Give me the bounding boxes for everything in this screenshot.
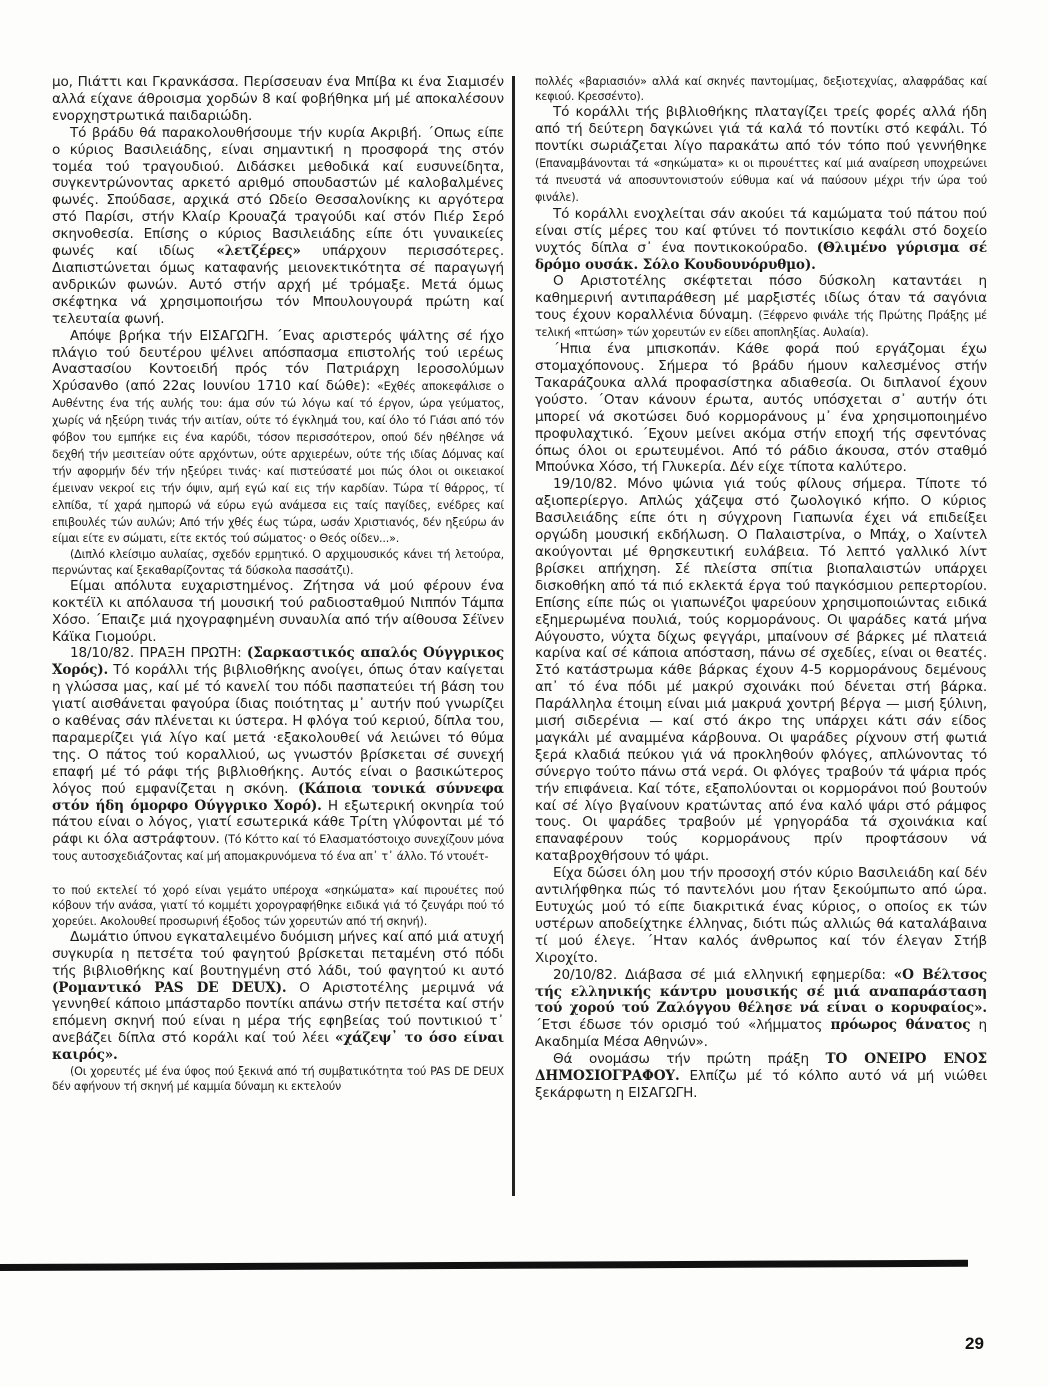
spacer [52, 865, 504, 883]
text: (Οι χορευτές μέ ένα ύφος πού ξεκινά από τή συμβατικότητα τού PAS DE DEUX δέν αφήνουν τή σκηνή μέ καμμία δύναμη κι εκτελούν [52, 1065, 504, 1094]
paragraph [535, 865, 987, 966]
stage-direction [535, 74, 987, 104]
quoted-letter: «Εχθές αποκεφάλισε ο Αυθέντης ένα τής αυλής του: άμα σύν τώ λόγω καί τό έργον, ώρα γεύματος, χωρίς νά ηξεύρη τινάς τήν αιτίαν, ούτε τό έγκλημά του, καί όλο τό Γιάσι από τόν φόβον του εμπήκε εις ένα καρύδι, τόσον περισσότερον, οπού δέν ηθέλησε νά δεχθή τήν μεσιτείαν ούτε αρχόντων, ούτε αρχιερέων, ούτε τής ιδίας Δόμνας καί τήν αφορμήν δέν τήν ηξεύρει τινάς· καί πιστεύσατέ μοι πώς όλοι οι οικειακοί έμειναν νεκροί εις τήν όψιν, αμή εγώ καί εις τήν καρδίαν. Τώρα τί θάρρος, τί ελπίδα, τί χαρά ημπορώ νά εύρω εγώ ανάμεσα εις ταίς παγίδες, ενέδρες καί επιβουλές τών αυλών; Από τήν χθές έως τώρα, ωσάν Χριστιανός, δέν ηξεύρω άν είμαι είτε εν σώματι, είτε εκτός τού σώματος· ο Θεός οίδεν...». [52, 380, 504, 546]
text: Απόψε βρήκα τήν ΕΙΣΑΓΩΓΗ. ΄Ενας αριστερός ψάλτης σέ ήχο πλάγιο τού δευτέρου ψέλνει απόσπασμα επιστολής τού ιερέως Αναστασίου Κοντοειδή πρός τόν Πατριάρχη Ιεροσολύμων Χρύσανθο (από 22ας Ιουνίου 1710 καί δώθε): [52, 327, 504, 395]
text: Τό βράδυ θά παρακολουθήσουμε τήν κυρία Ακριβή. ΄Οπως είπε ο κύριος Βασιλειάδης, είναι σημαντική η προσφορά της στόν τομέα τού τραγουδιού. Διδάσκει μεθοδικά καί ευσυνείδητα, συγκεντρώνοντας αρκετό αριθμό σπουδαστών μέ καλοβαλμένες φωνές. Σπούδασε, αρχικά στό Ωδείο Θεσσαλονίκης κι αργότερα στό Παρίσι, στήν Κλαίρ Κρουαζά τραγούδι καί στόν Πιέρ Σερό σκηνοθεσία. Επίσης ο κύριος Βασιλειάδης είπε ότι γυναικείες φωνές καί ιδίως [52, 124, 504, 260]
paragraph [52, 328, 504, 548]
stage-direction: (Επαναμβάνονται τά «σηκώματα» κι οι πιρουέττες καί μιά αναίρεση υποχρεώνει τά πνευστά νά αποσυντονιστούν εύθυμα καί νά παύσουν μέχρι τήν ώρα τού φινάλε). [535, 157, 987, 204]
column-divider [512, 76, 515, 1196]
left-column [52, 74, 504, 1094]
stage-direction: (Ξέφρενο φινάλε τής Πρώτης Πράξης μέ τελική «πτώση» τών χορευτών εν είδει αποπληξίας. Αυλαία). [535, 309, 987, 340]
right-column [535, 74, 987, 1102]
text: ΄Ηπια ένα μπισκοπάν. Κάθε φορά πού εργάζομαι έχω στομαχόπονους. Σήμερα τό βράδυ ήμουν καλεσμένος στήν Τακαράζουκα αλλά προφασίστηκα αδιαθεσία. Οι διπλανοί έχουν γούστο. ΄Οταν κάνουν έρωτα, αυτός υπόσχεται σ᾽ αυτήν ότι μπορεί νά σκοτώσει δυό κορμοράνους μ᾽ ένα χρησιμοποιημένο προφυλαχτικό. ΄Εχουν μείνει ακόμα στήν εποχή τής σφεντόνας όπως όλοι οι ερωτευμένοι. Από τό ράδιο άκουσα, στόν σταθμό Μπούνκα Χόσο, τή Γλυκερία. Δέν είχε τίποτα καλύτερο. [535, 341, 987, 476]
date-heading: 20/10/82. Διάβασα σέ μιά ελληνική εφημερίδα: [553, 966, 894, 983]
paragraph [535, 341, 987, 476]
bold-text: (Θλιμένο γύρισμα σέ δρόμο ουσάκ. Σόλο Κουδουνόρυθμο). [535, 239, 987, 273]
paragraph [535, 476, 987, 865]
text: Θά ονομάσω τήν πρώτη πράξη [553, 1051, 826, 1068]
paragraph [52, 645, 504, 865]
bold-text: πρόωρος θάνατος [830, 1017, 971, 1034]
bold-text: «Ο Βέλτσος τής ελληνικής κάντρυ μουσικής σέ μιά αναπαράσταση τού χορού τού Ζαλόγγου θέλησε νά είναι ο κορυφαίος». [535, 966, 987, 1017]
paragraph [52, 74, 504, 125]
text: 19/10/82. Μόνο ψώνια γιά τούς φίλους σήμερα. Τίποτε τό αξιοπερίεργο. Απλώς χάζεψα στό ζωολογικό κήπο. Ο κύριος Βασιλειάδης είπε ότι η σύγχρονη Γιαπωνία έχει νά επιδείξει οργώδη μουσική εκδήλωση. Ο Παλαιστρίνα, ο Μπάχ, ο Χαίντελ ακούγονται μέ θρησκευτική ευλάβεια. Τό λεπτό γαλλικό λίντ βρίσκει απήχηση. Σέ πλείστα σπίτια βιοπαλαιστών υπάρχει δισκοθήκη από τά πιό εκλεκτά έργα τού παγκόσμιου ρεπερτορίου. Επίσης είπε πώς οι γιαπωνέζοι ψαρεύουν χρησιμοποιώντας ειδικά εξημερωμένα πουλιά, τούς κορμοράνους. Οι ψαράδες κατά μήνα Αύγουστο, νύχτα δίχως φεγγάρι, μπαίνουν σέ βάρκες μέ πλατειά καρίνα καί σέ κάποια απόσταση, πάνω σέ σχεδίες, είναι οι θεατές. Στό κατάστρωμα κάθε βάρκας έχουν 4-5 κορμοράνους δεμένους απ᾽ τό ένα πόδι μέ μακρύ σχοινάκι πού δένεται στή βάρκα. Παράλληλα έτοιμη είναι μιά μακρυά χοντρή βέργα — μισή ξύλινη, μισή σιδερένια — καί στό άκρο της υπάρχει κάτι σάν είδος μαγκάλι μέ αναμμένα κάρβουνα. Οι ψαράδες ρίχνουν στή φωτιά ξερά κλαδιά πεύκου γιά νά προκληθούν φλόγες, απλώνοντας τό σύνεργο τούτο πάνω στά νερά. Οι φλόγες τραβούν τά ψάρια πρός τήν επιφάνεια. Καί τότε, εξαπολύονται οι κορμοράνοι πού βουτούν καί σέ λίγο βγαίνουν κρατώντας από ένα καλό ψάρι στό ράμφος τους. Οι ψαράδες τραβούν μέ γρηγοράδα τά σχοινάκια καί επαναφέρουν τούς κορμοράνους πρίν προφτάσουν νά καταβροχθήσουν τό ψάρι. [535, 476, 987, 865]
text: η Ακαδημία Μέσα Αθηνών». [535, 1017, 987, 1051]
bold-text: (Κάποια τονικά σύννεφα στόν ήδη όμορφο Ούγγρικο Χορό). [52, 780, 504, 814]
bold-text: ΤΟ ΟΝΕΙΡΟ ΕΝΟΣ ΔΗΜΟΣΙΟΓΡΑΦΟΥ. [535, 1051, 987, 1085]
paragraph [535, 273, 987, 341]
paragraph [535, 1051, 987, 1102]
page-number: 29 [965, 1334, 984, 1353]
text: Δωμάτιο ύπνου εγκαταλειμένο δυόμιση μήνες καί από μιά ατυχή συγκυρία η πετσέτα τού φαγητού βρίσκεται πεταμένη στό πόδι τής βιβλιοθήκης καί βουτηγμένη στό λάδι, τού φαγητού κι αυτό [52, 928, 504, 979]
paragraph [52, 578, 504, 646]
paragraph [535, 104, 987, 205]
text: Η εξωτερική οκνηρία τού πάτου είναι ο λόγος, γιατί εσωτερικά κάθε Τρίτη γλύφονται μέ τό ράφι κι όλα αστράφτουν. [52, 797, 504, 848]
text: Ελπίζω μέ τό κόλπο αυτό νά μή νιώθει ξεκάρφωτη η ΕΙΣΑΓΩΓΗ. [535, 1068, 987, 1101]
text: Τό κοράλλι τής βιβλιοθήκης πλαταγίζει τρείς φορές αλλά ήδη από τή δεύτερη δαγκώνει γιά τά καλά τό ποντίκι στό κεφάλι. Τό ποντίκι σωριάζεται λίγο παρακάτω από τόν τόπο πού γεννήθηκε [535, 104, 987, 155]
paragraph [52, 929, 504, 1064]
stage-direction [52, 547, 504, 577]
date-heading: 18/10/82. ΠΡΑΞΗ ΠΡΩΤΗ: [70, 645, 247, 662]
bold-text: «λετζέρες» [216, 243, 301, 260]
text: (Διπλό κλείσιμο αυλαίας, σχεδόν ερμητικό. Ο αρχιμουσικός κάνει τή λετούρα, περνώντας καί ξεκαθαρίζοντας τά δύσκολα πασσάτζι). [52, 548, 504, 577]
bold-text: «χάζεψ᾽ το όσο είναι καιρός». [52, 1030, 505, 1064]
text: Είμαι απόλυτα ευχαριστημένος. Ζήτησα νά μού φέρουν ένα κοκτέϊλ κι απόλαυσα τή μουσική τού ραδιοσταθμού Νιππόν Τάμπα Χόσο. ΄Επαιζε μιά ηχογραφημένη συναυλία από τήν αίθουσα Σέϊνεν Κάϊκα Γιομούρι. [52, 577, 504, 645]
stage-direction [52, 883, 504, 929]
bold-text: (Σαρκαστικός απαλός Ούγγρικος Χορός). [52, 645, 504, 679]
paragraph [535, 967, 987, 1052]
text: Ο Αριστοτέλης σκέφτεται πόσο δύσκολη καταντάει η καθημερινή αντιπαράθεση μέ μαρξιστές ιδίως όταν τά σαγόνια τους έχουν κοραλλένια δύναμη. [535, 273, 987, 324]
stage-direction: (Τό Κόττο καί τό Ελασματόστοιχο συνεχίζουν μόνα τους αυτοσχεδιάζοντας καί μή απομακρυνόμενα τό ένα απ᾽ τ᾽ άλλο. Τό ντουέτ- [52, 833, 504, 864]
text: μο, Πιάττι και Γκρανκάσσα. Περίσσευαν ένα Μπίβα κι ένα Σιαμισέν αλλά είχανε άθροισμα χορδών 8 καί φοβήθηκα μή μέ αποκαλέσουν ενορχηστρωτικά παιδαριώδη. [52, 74, 504, 124]
text: Τό κοράλλι τής βιβλιοθήκης ανοίγει, όπως όταν καίγεται η γλώσσα μας, καί μέ τό κανελί του πόδι πασπατεύει τή βάση του γιατί αισθάνεται φαγούρα ίδιας ποιότητας μ᾽ αυτήν πού γνωρίζει ο καθένας σάν πλένεται κι ύστερα. Η φλόγα τού κεριού, δίπλα του, παραμερίζει γιά λίγο καί μετά ·εξακολουθεί νά λειώνει τό θύμα της. Ο πάτος τού κοραλλιού, ως γνωστόν βρίσκεται σέ συνεχή επαφή μέ τό ράφι τής βιβλιοθήκης. Αυτός είναι ο βασικώτερος λόγος πού εμφανίζεται η σκόνη. [52, 662, 504, 797]
text: υπάρχουν περισσότερες. Διαπιστώνεται όμως καταφανής μειονεκτικότητα σέ παραγωγή ανδρικών φωνών. Αυτό στήν αρχή μέ τρόμαξε. Μετά όμως σκέφτηκα νά χρησιμοποιήσω τόν Μπουλουγουρά πρώτη καί τελευταία φωνή. [52, 243, 504, 327]
text: Ο Αριστοτέλης μεριμνά νά γεννηθεί κάποιο μπάσταρδο ποντίκι απάνω στήν πετσέτα καί στήν επόμενη σκηνή πού είναι η μέρα τής εφηβείας τού ποντικιού τ᾽ ανεβάζει δίπλα στό κοράλι καί τού λέει [52, 979, 504, 1047]
text: το πού εκτελεί τό χορό είναι γεμάτο υπέροχα «σηκώματα» καί πιρουέτες πού κόβουν τήν ανάσα, γιατί τό κομμέτι χορογραφήθηκε ειδικά γιά τό ζευγάρι πού τό χορεύει. Ακολουθεί προσωρινή έξοδος τών χορευτών από τή σκηνή). [52, 884, 504, 928]
text: Τό κοράλλι ενοχλείται σάν ακούει τά καμώματα τού πάτου πού είναι στίς μέρες του καί φτύνει τό ποντικίσιο κεφάλι στό δοχείο νυχτός δίπλα σ᾽ ένα ποντικοκούραδο. [535, 205, 987, 256]
horizontal-rule [0, 1260, 968, 1271]
paragraph [535, 206, 987, 274]
paragraph [52, 125, 504, 328]
stage-direction [52, 1064, 504, 1094]
text: πολλές «βαριασιόν» αλλά καί σκηνές παντομίμας, δεξιοτεχνίας, αλαφράδας καί κεφιού. Κρεσσέντο). [535, 75, 987, 104]
bold-text: (Ρομαντικό PAS DE DEUX). [52, 979, 287, 996]
text: ΄Ετσι έδωσε τόν ορισμό τού «λήμματος [535, 1017, 831, 1034]
text: Είχα δώσει όλη μου τήν προσοχή στόν κύριο Βασιλειάδη καί δέν αντιλήφθηκα πώς τό παντελόνι μου ήταν ξεκούμπωτο από ώρα. Ευτυχώς μού τό είπε διακριτικά ένας κύριος, ο οποίος εκ τών υστέρων αποδείχτηκε έλληνας, διότι πώς αλλιώς θά καταλάβαινα τί μού έλεγε. ΄Ηταν καλός άνθρωπος καί τόν έλεγαν Στήβ Χιροχίτο. [535, 865, 987, 966]
